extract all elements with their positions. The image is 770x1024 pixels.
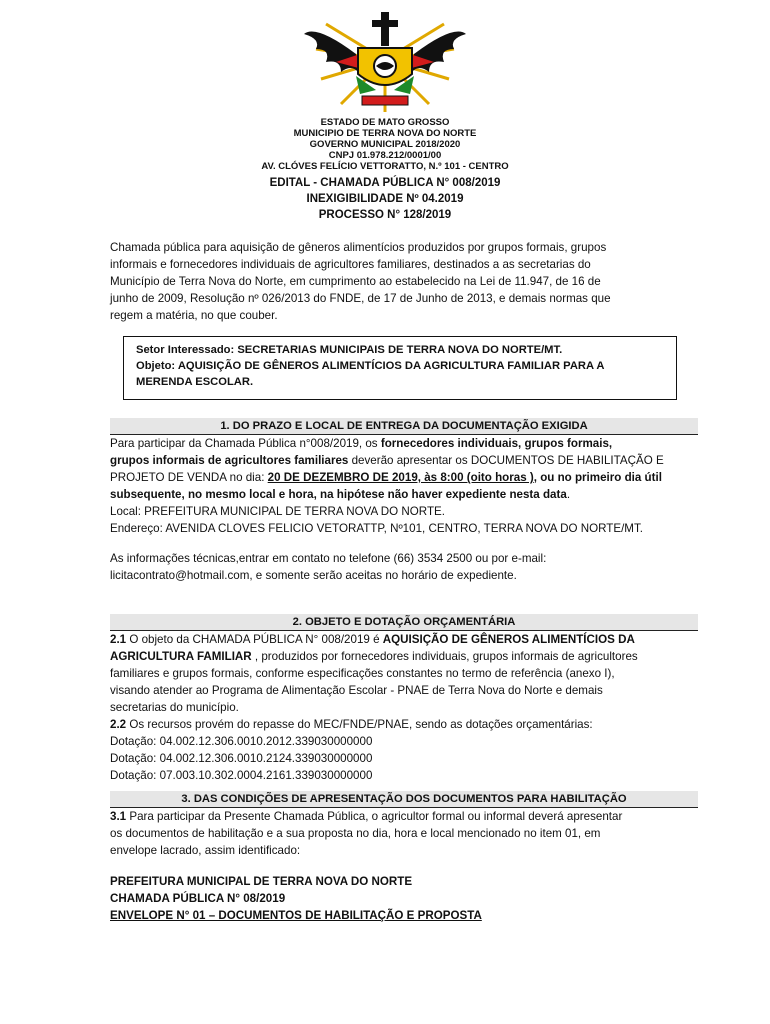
s2-line: familiares e grupos formais, conforme especificações constantes no termo de referência (anexo I), (110, 667, 615, 680)
s2-line: 2.1 O objeto da CHAMADA PÚBLICA N° 008/2019 é AQUISIÇÃO DE GÊNEROS ALIMENTÍCIOS DA (110, 633, 635, 646)
s2-dotacao: Dotação: 04.002.12.306.0010.2124.339030000000 (110, 752, 373, 765)
s1-line: Para participar da Chamada Pública n°008/2019, os fornecedores individuais, grupos formais, (110, 437, 613, 450)
s1-info: licitacontrato@hotmail.com, e somente serão aceitas no horário de expediente. (110, 569, 517, 582)
s2-line: secretarias do município. (110, 701, 239, 714)
s2-line: AGRICULTURA FAMILIAR , produzidos por fornecedores individuais, grupos informais de agricultores (110, 650, 638, 663)
box-objeto: Objeto: AQUISIÇÃO DE GÊNEROS ALIMENTÍCIOS DA AGRICULTURA FAMILIAR PARA A (136, 360, 605, 372)
intro-line: Município de Terra Nova do Norte, em cumprimento ao estabelecido na Lei de 11.947, de 16 de (110, 275, 601, 288)
s3-line: os documentos de habilitação e a sua proposta no dia, hora e local mencionado no item 01, em (110, 827, 601, 840)
intro-line: junho de 2009, Resolução nº 026/2013 do FNDE, de 17 de Junho de 2013, e demais normas que (110, 292, 611, 305)
intro-line: Chamada pública para aquisição de gêneros alimentícios produzidos por grupos formais, grupos (110, 241, 607, 254)
s2-line: 2.2 Os recursos provém do repasse do MEC/FNDE/PNAE, sendo as dotações orçamentárias: (110, 718, 593, 731)
title-edital: EDITAL - CHAMADA PÚBLICA N° 008/2019 (269, 177, 501, 189)
header-address: AV. CLÓVES FELÍCIO VETTORATTO, N.º 101 - CENTRO (261, 161, 509, 172)
section-2-heading: 2. OBJETO E DOTAÇÃO ORÇAMENTÁRIA (110, 614, 698, 631)
s2-line: visando atender ao Programa de Alimentação Escolar - PNAE de Terra Nova do Norte e demais (110, 684, 603, 697)
s1-line: grupos informais de agricultores familiares deverão apresentar os DOCUMENTOS DE HABILITAÇÃO E (110, 454, 664, 467)
intro-line: regem a matéria, no que couber. (110, 309, 278, 322)
header-state: ESTADO DE MATO GROSSO (320, 117, 450, 128)
s3-line: 3.1 Para participar da Presente Chamada Pública, o agricultor formal ou informal deverá apresentar (110, 810, 623, 823)
municipal-coat-of-arms (296, 4, 474, 116)
header-government: GOVERNO MUNICIPAL 2018/2020 (309, 139, 461, 150)
s2-dotacao: Dotação: 04.002.12.306.0010.2012.339030000000 (110, 735, 373, 748)
header-municipality: MUNICIPIO DE TERRA NOVA DO NORTE (293, 128, 477, 139)
s1-info: As informações técnicas,entrar em contato no telefone (66) 3534 2500 ou por e-mail: (110, 552, 547, 565)
section-1-heading: 1. DO PRAZO E LOCAL DE ENTREGA DA DOCUMENTAÇÃO EXIGIDA (110, 418, 698, 435)
box-objeto-cont: MERENDA ESCOLAR. (136, 376, 254, 388)
section-3-heading: 3. DAS CONDIÇÕES DE APRESENTAÇÃO DOS DOCUMENTOS PARA HABILITAÇÃO (110, 791, 698, 808)
envelope-prefeitura: PREFEITURA MUNICIPAL DE TERRA NOVA DO NORTE (110, 875, 413, 888)
s3-line: envelope lacrado, assim identificado: (110, 844, 301, 857)
intro-line: informais e fornecedores individuais de agricultores familiares, destinados a as secretarias do (110, 258, 591, 271)
s2-dotacao: Dotação: 07.003.10.302.0004.2161.339030000000 (110, 769, 373, 782)
object-box (123, 336, 677, 400)
envelope-number: ENVELOPE N° 01 – DOCUMENTOS DE HABILITAÇÃO E PROPOSTA (110, 909, 482, 922)
envelope-chamada: CHAMADA PÚBLICA N° 08/2019 (110, 892, 286, 905)
title-inexigibilidade: INEXIGIBILIDADE Nº 04.2019 (306, 193, 464, 205)
header-cnpj: CNPJ 01.978.212/0001/00 (328, 150, 442, 161)
box-setor: Setor Interessado: SECRETARIAS MUNICIPAIS DE TERRA NOVA DO NORTE/MT. (136, 344, 563, 356)
s1-line: subsequente, no mesmo local e hora, na hipótese não haver expediente nesta data. (110, 488, 571, 501)
s1-line: PROJETO DE VENDA no dia: 20 DE DEZEMBRO DE 2019, às 8:00 (oito horas ), ou no primeiro dia útil (110, 471, 662, 484)
s1-local: Local: PREFEITURA MUNICIPAL DE TERRA NOVA DO NORTE. (110, 505, 446, 518)
title-processo: PROCESSO N° 128/2019 (318, 209, 452, 221)
s1-endereco: Endereço: AVENIDA CLOVES FELICIO VETORATTP, Nº101, CENTRO, TERRA NOVA DO NORTE/MT. (110, 522, 643, 535)
